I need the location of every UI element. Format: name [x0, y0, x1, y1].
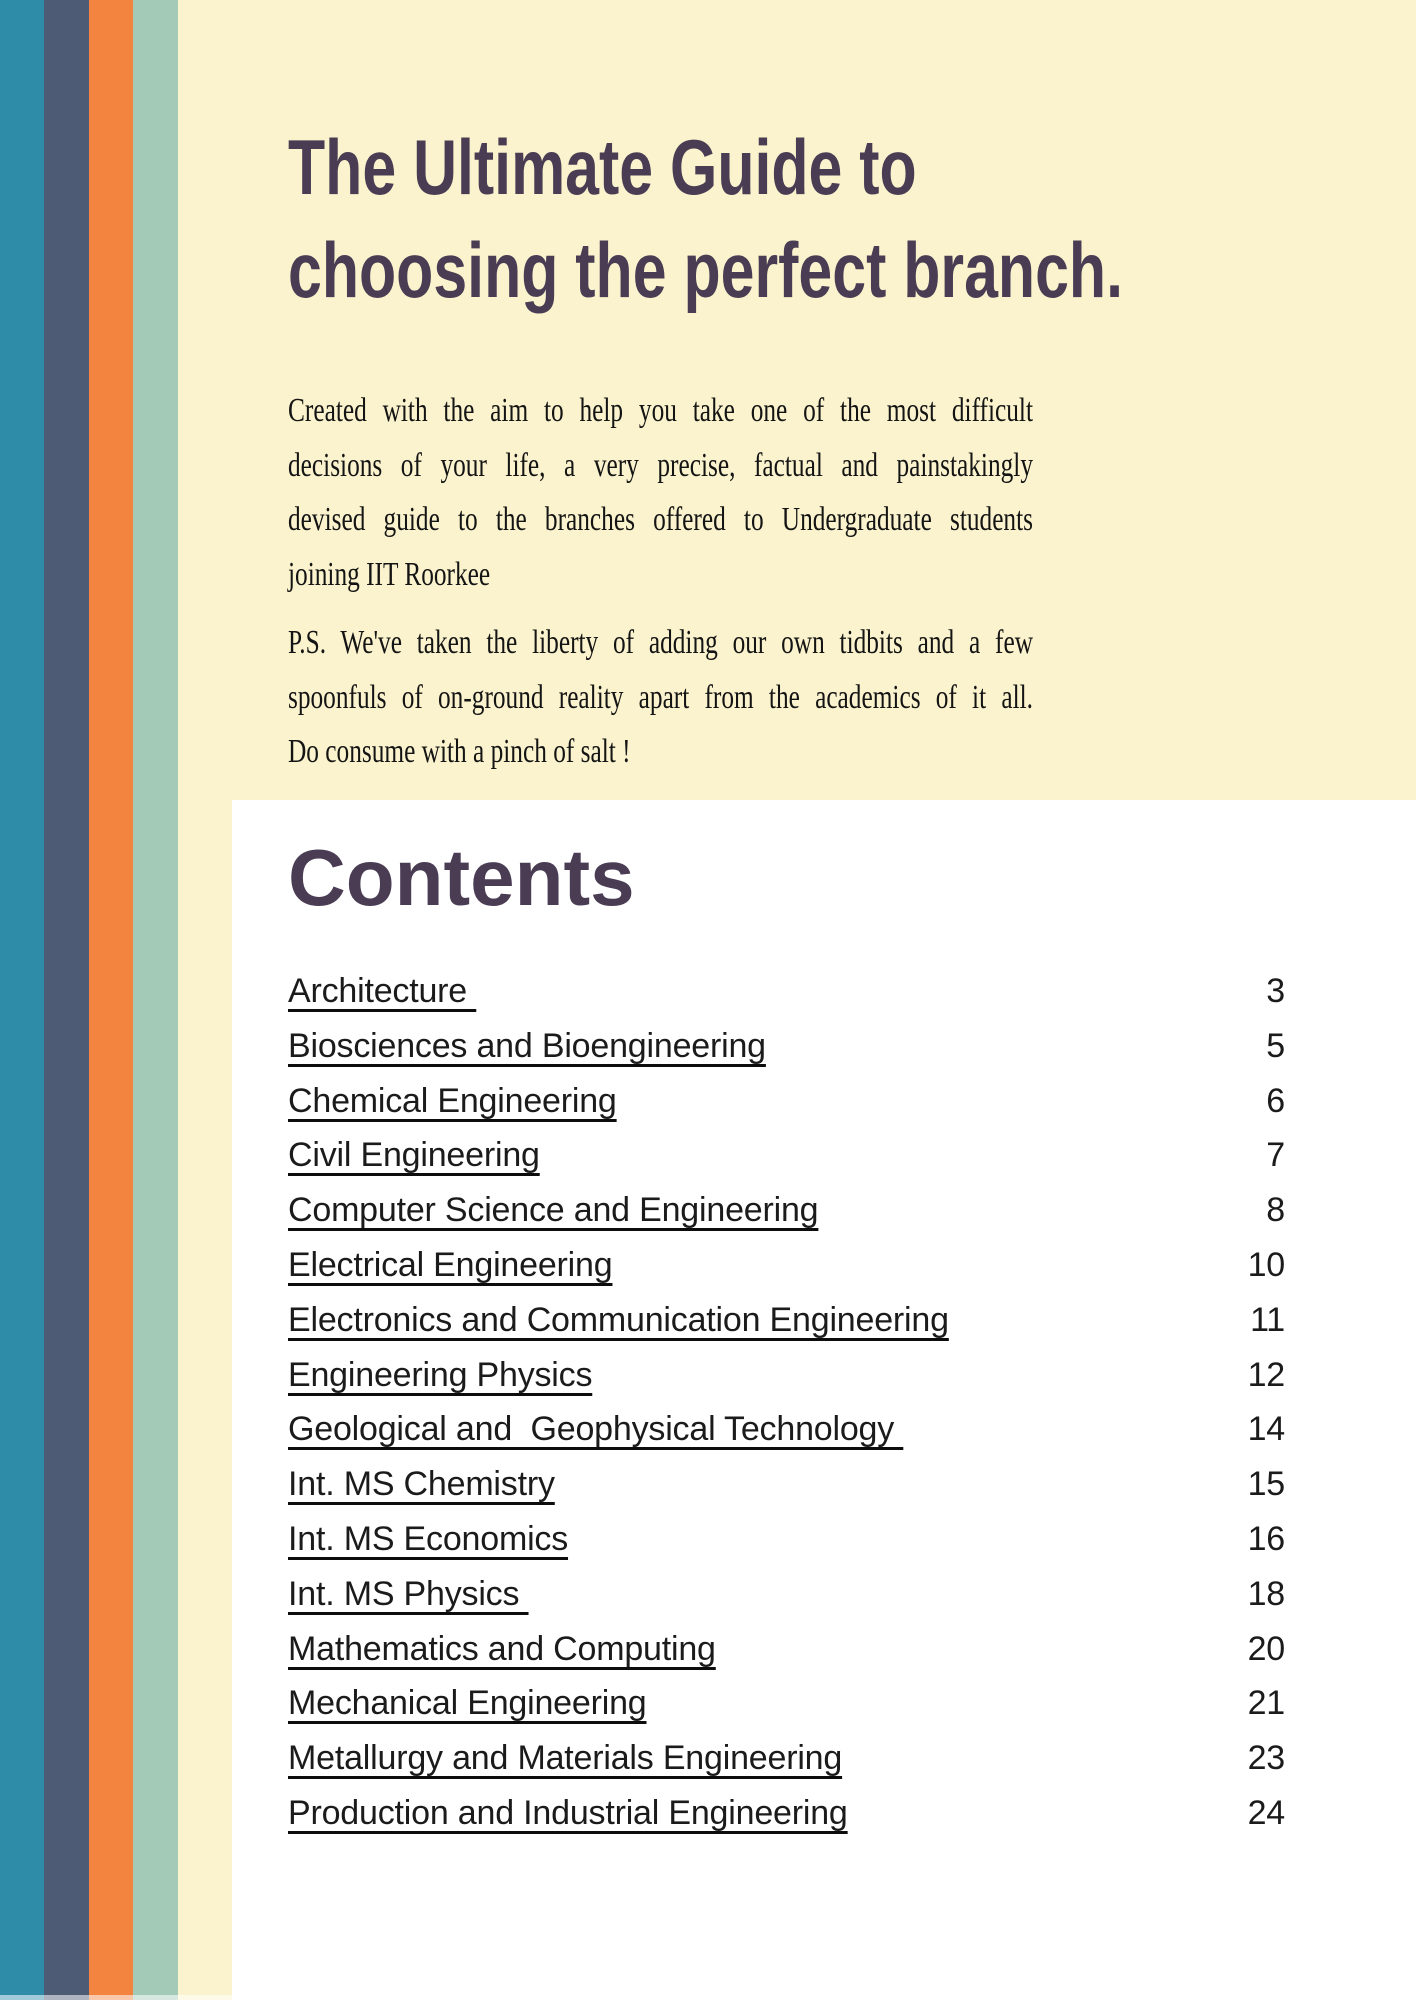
stripe-slate: [44, 0, 89, 2000]
intro-line: devised guide to the branches offered to Undergraduate students: [288, 501, 1033, 538]
ps-line: spoonfuls of on-ground reality apart from the academics of it all.: [288, 678, 1033, 716]
toc-entry-link[interactable]: Chemical Engineering: [288, 1081, 617, 1120]
toc-row: [288, 1622, 1285, 1677]
toc-entry-link[interactable]: Architecture: [288, 972, 477, 1010]
toc-row: [288, 1348, 1285, 1403]
toc-page-number: 3: [1266, 972, 1285, 1010]
ps-paragraph: [288, 616, 1033, 780]
page-title-line1: The Ultimate Guide to: [288, 123, 917, 211]
intro-line: joining IIT Roorkee: [288, 555, 491, 593]
toc-entry-link[interactable]: Computer Science and Engineering: [288, 1191, 819, 1230]
toc-row: [288, 1074, 1285, 1129]
toc-entry-link[interactable]: Metallurgy and Materials Engineering: [288, 1739, 843, 1778]
toc-page-number: 11: [1250, 1300, 1285, 1339]
ps-line: P.S. We've taken the liberty of adding our own tidbits and a few: [288, 624, 1033, 661]
toc-entry-link[interactable]: Int. MS Physics: [288, 1574, 529, 1613]
toc-row: [288, 964, 1285, 1019]
toc-entry-link[interactable]: Production and Industrial Engineering: [288, 1793, 848, 1832]
toc-page-number: 6: [1266, 1081, 1285, 1120]
toc-entry-link[interactable]: Engineering Physics: [288, 1355, 593, 1394]
table-of-contents: [288, 964, 1285, 1841]
stripe-teal: [0, 0, 44, 2000]
toc-page-number: 20: [1247, 1629, 1285, 1668]
toc-entry-link[interactable]: Int. MS Chemistry: [288, 1465, 555, 1504]
toc-page-number: 24: [1247, 1793, 1285, 1832]
toc-entry-link[interactable]: Mechanical Engineering: [288, 1684, 647, 1723]
toc-row: [288, 1293, 1285, 1348]
toc-entry-link[interactable]: Electronics and Communication Engineering: [288, 1300, 949, 1339]
toc-entry-link[interactable]: Biosciences and Bioengineering: [288, 1026, 766, 1065]
stripe-orange: [89, 0, 133, 2000]
page-bottom-edge: [0, 1995, 233, 2000]
toc-page-number: 15: [1247, 1465, 1285, 1504]
toc-page-number: 18: [1247, 1574, 1285, 1613]
toc-entry-link[interactable]: Int. MS Economics: [288, 1519, 569, 1558]
toc-row: [288, 1512, 1285, 1567]
toc-entry-link[interactable]: Mathematics and Computing: [288, 1629, 716, 1668]
toc-page-number: 7: [1266, 1136, 1285, 1175]
toc-entry-link[interactable]: Geological and Geophysical Technology: [288, 1410, 904, 1449]
toc-entry-link[interactable]: Electrical Engineering: [288, 1245, 613, 1284]
toc-row: [288, 1183, 1285, 1238]
contents-heading: Contents: [288, 833, 635, 922]
toc-page-number: 10: [1247, 1245, 1285, 1284]
intro-line: decisions of your life, a very precise, factual and painstakingly: [288, 446, 1033, 484]
toc-page-number: 23: [1247, 1739, 1285, 1778]
page-title: [288, 116, 1302, 322]
toc-row: [288, 1567, 1285, 1622]
intro-line: Created with the aim to help you take one of the most difficult: [288, 392, 1033, 429]
toc-page-number: 5: [1266, 1026, 1285, 1065]
stripe-sage: [133, 0, 178, 2000]
toc-row: [288, 1402, 1285, 1457]
toc-row: [288, 1019, 1285, 1074]
toc-entry-link[interactable]: Civil Engineering: [288, 1136, 540, 1175]
toc-row: [288, 1128, 1285, 1183]
toc-row: [288, 1238, 1285, 1293]
page-title-line2: choosing the perfect branch.: [288, 226, 1123, 314]
toc-page-number: 8: [1266, 1191, 1285, 1230]
intro-paragraph: [288, 384, 1033, 602]
toc-row: [288, 1731, 1285, 1786]
toc-row: [288, 1457, 1285, 1512]
toc-page-number: 16: [1247, 1519, 1285, 1558]
toc-page-number: 21: [1247, 1684, 1285, 1723]
toc-row: [288, 1786, 1285, 1841]
toc-page-number: 12: [1247, 1355, 1285, 1394]
toc-page-number: 14: [1247, 1410, 1285, 1449]
toc-row: [288, 1676, 1285, 1731]
ps-line: Do consume with a pinch of salt !: [288, 733, 631, 770]
